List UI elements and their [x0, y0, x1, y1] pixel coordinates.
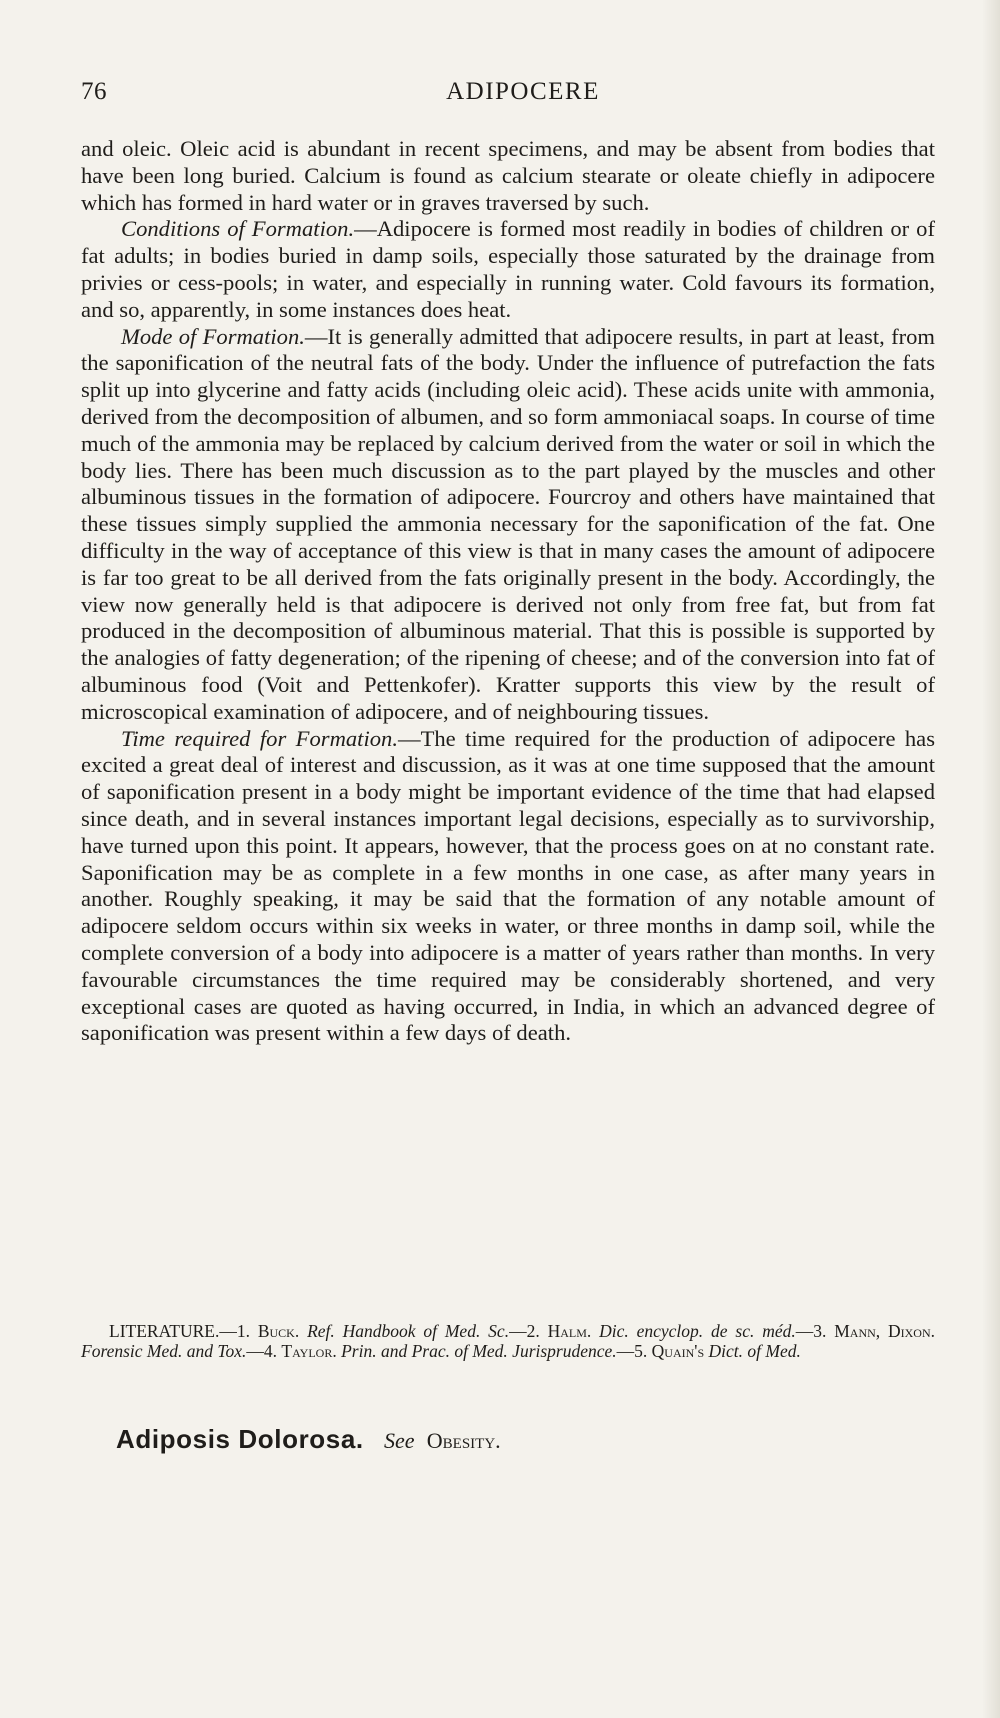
entry-headword: Adiposis Dolorosa.: [116, 1424, 364, 1454]
literature-item-work: Dic. encyclop. de sc. méd.: [599, 1321, 796, 1341]
literature-item-number: 3.: [813, 1321, 827, 1341]
paragraph-text: and oleic. Oleic acid is abundant in recent specimens, and may be absent from bodies that have been long buried. Calcium is found as calcium stearate or oleate chiefly in adipocere which has formed in hard water or in graves traversed by such.: [81, 136, 935, 215]
literature-item-number: 5.: [634, 1340, 648, 1361]
literature-item-work: Dict. of Med.: [708, 1340, 801, 1361]
body-text: [81, 136, 935, 1047]
paragraph-text: —It is generally admitted that adipocere results, in part at least, from the saponification of the neutral fats of the body. Under the influence of putrefaction the fats split up into glycerine and fatty acids (including oleic acid). These acids unite with ammonia, derived from the decomposition of albumen, and so form ammoniacal soaps. In course of time much of the ammonia may be replaced by calcium derived from the water or soil in which the body lies. There has been much discussion as to the part played by the muscles and other albuminous tissues in the formation of adipocere. Fourcroy and others have maintained that these tissues simply supplied the ammonia necessary for the saponification of the fat. One difficulty in the way of acceptance of this view is that in many cases the amount of adipocere is far too great to be all derived from the fats originally present in the body. Accordingly, the view now generally held is that adipocere is derived not only from free fat, but from fat produced in the decomposition of albuminous material. That this is possible is supported by the analogies of fatty degeneration; of the ripening of cheese; and of the conversion into fat of albuminous food (Voit and Pettenkofer). Kratter supports this view by the result of microscopical examination of adipocere, and of neighbouring tissues.: [81, 323, 935, 724]
dictionary-entry: [116, 1424, 916, 1455]
literature-item-author: Buck.: [257, 1321, 300, 1341]
running-head: [81, 78, 935, 114]
literature-item-work: Ref. Handbook of Med. Sc.: [307, 1321, 510, 1341]
running-title: ADIPOCERE: [446, 78, 600, 105]
page-number: 76: [81, 78, 107, 105]
literature-item-author: Halm.: [547, 1321, 592, 1341]
literature-item-number: 2.: [526, 1321, 540, 1341]
paragraph-run-in-heading: Time required for Formation.: [121, 725, 398, 751]
paragraph-text: —Adipocere is formed most readily in bodies of children or of fat adults; in bodies buried in damp soils, especially those saturated by the drainage from privies or cess-pools; in water, and especially in running water. Cold favours its formation, and so, apparently, in some instances does heat.: [81, 216, 935, 322]
paragraph-run-in-heading: Mode of Formation.: [121, 323, 305, 349]
literature-item-author: Taylor.: [281, 1340, 337, 1361]
paragraph-conditions-of-formation: [81, 216, 935, 323]
literature-references: LITERATURE.—1. Buck. Ref. Handbook of Med. Sc.—2. Halm. Dic. encyclop. de sc. méd.—3. Mann, Dixon. Forensic Med. and Tox.—4. Taylor. Prin. and Prac. of Med. Jurisprudence.—5. Quain's Dict. of Med.: [81, 1321, 936, 1361]
literature-item-author: Mann, Dixon.: [834, 1321, 936, 1341]
literature-item-work: Forensic Med. and Tox.: [81, 1340, 247, 1361]
page-edge-shadow: [982, 0, 1000, 1718]
entry-see-label: See: [383, 1428, 415, 1453]
paragraph-intro: [81, 136, 935, 216]
paragraph-text: —The time required for the production of adipocere has excited a great deal of interest and discussion, as it was at one time supposed that the amount of saponification present in a body might be important evidence of the time that had elapsed since death, and in several instances important legal decisions, especially as to survivorship, have turned upon this point. It appears, however, that the process goes on at no constant rate. Saponification may be as complete in a few months in one case, as after many years in another. Roughly speaking, it may be said that the formation of any notable amount of adipocere seldom occurs within six weeks in water, or three months in damp soil, while the complete conversion of a body into adipocere is a matter of years rather than months. In very favourable circumstances the time required may be considerably shortened, and very exceptional cases are quoted as having occurred, in India, in which an advanced degree of saponification was present within a few days of death.: [81, 725, 936, 1046]
literature-item-number: 4.: [263, 1340, 278, 1361]
literature-item-number: 1.: [236, 1321, 250, 1341]
paragraph-mode-of-formation: [81, 324, 935, 726]
literature-label: LITERATURE.: [109, 1321, 220, 1341]
entry-cross-reference: Obesity.: [426, 1428, 501, 1453]
literature-item-work: Prin. and Prac. of Med. Jurisprudence.: [341, 1340, 617, 1361]
paragraph-run-in-heading: Conditions of Formation.: [121, 216, 355, 242]
literature-item-author: Quain's: [651, 1340, 705, 1361]
paragraph-time-required-for-formation: [81, 726, 935, 1048]
